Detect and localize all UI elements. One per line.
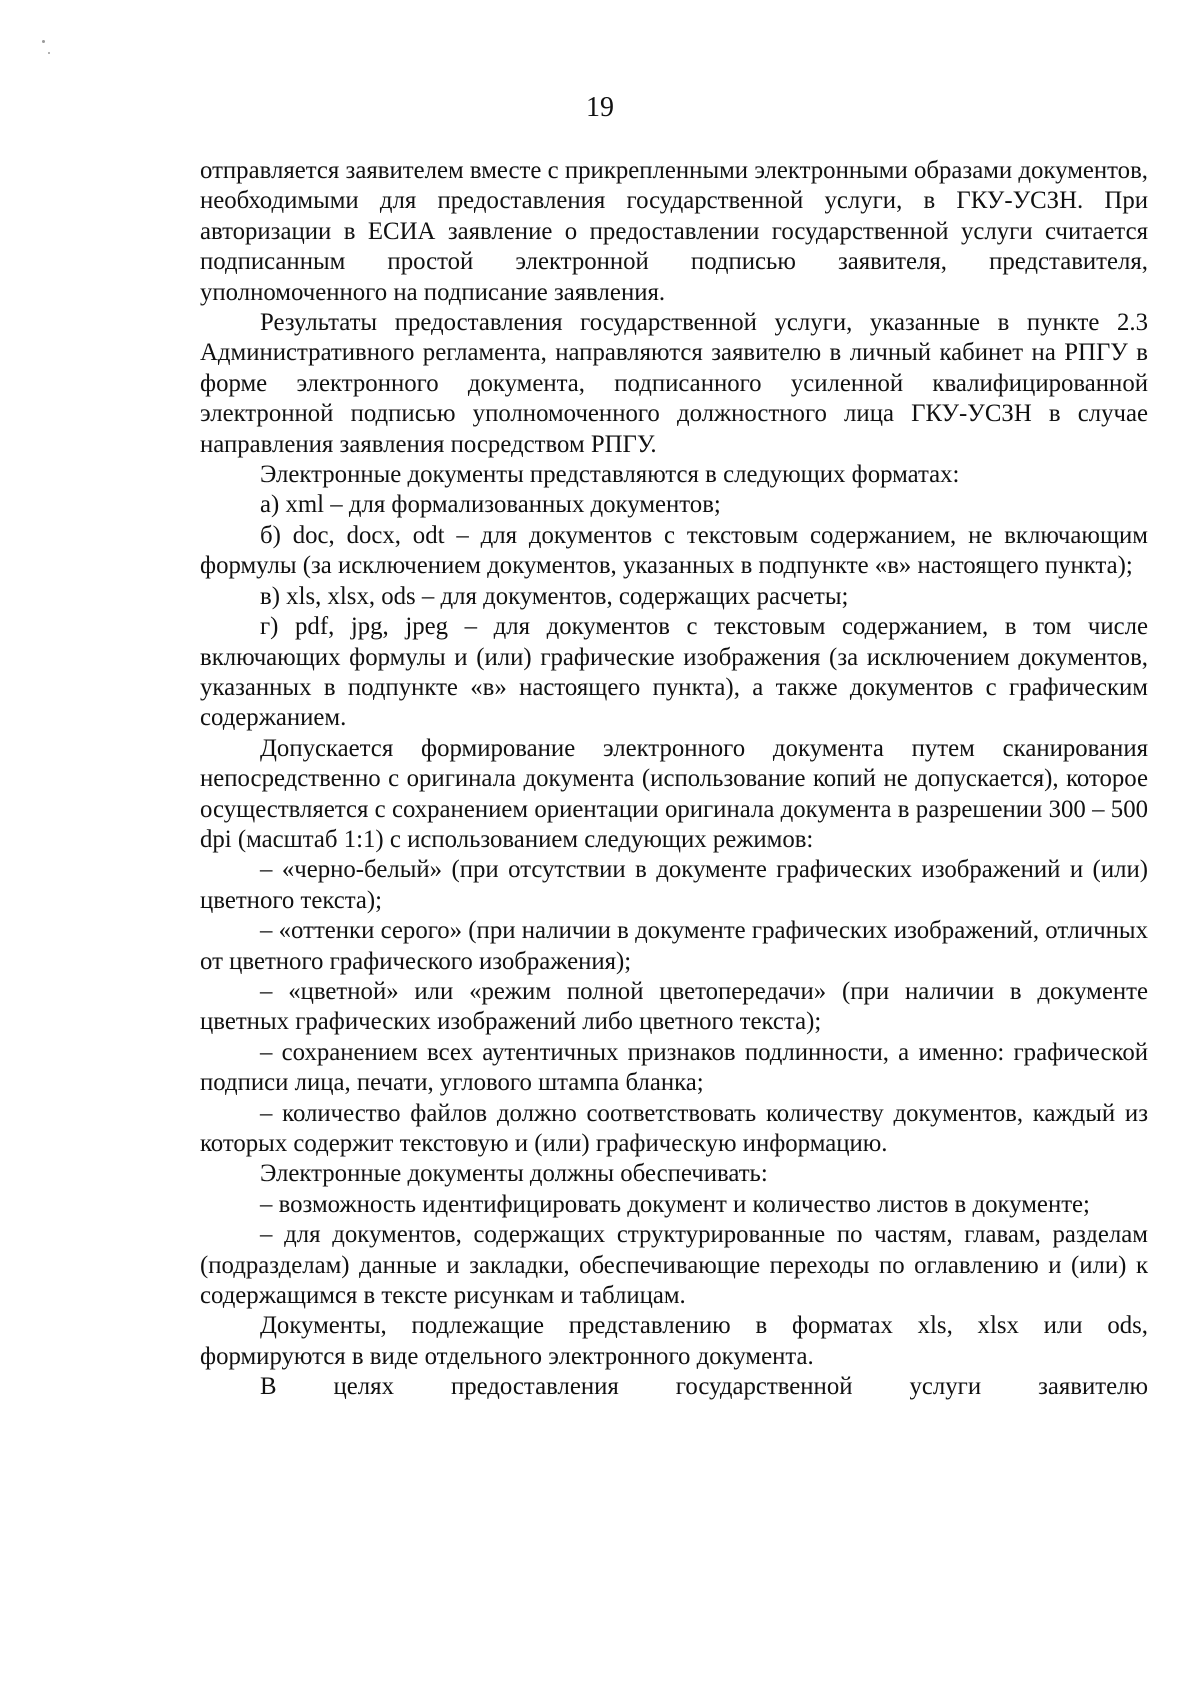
paragraph-continuation: отправляется заявителем вместе с прикрепленными электронными образами документов, необходимыми для предоставления государственной услуги, в ГКУ-УСЗН. При авторизации в ЕСИА заявление о предоставлении государственной услуги считается подписанным простой электронной подписью заявителя, представителя, уполномоченного на подписание заявления. <box>200 157 1148 306</box>
list-item-identify: – возможность идентифицировать документ и количество листов в документе; <box>260 1190 1090 1218</box>
scan-speck <box>42 40 45 43</box>
paragraph-final: В целях предоставления государственной услуги заявителю <box>260 1373 1148 1401</box>
list-item-mode-color: – «цветной» или «режим полной цветопередачи» (при наличии в документе цветных графических изображений либо цветного текста); <box>200 977 1148 1036</box>
list-item-authenticity: – сохранением всех аутентичных признаков подлинности, а именно: графической подписи лица, печати, углового штампа бланка; <box>200 1038 1148 1097</box>
list-item-format-a: а) xml – для формализованных документов; <box>260 491 721 519</box>
paragraph-spreadsheets: Документы, подлежащие представлению в форматах xls, xlsx или ods, формируются в виде отдельного электронного документа. <box>200 1312 1148 1370</box>
paragraph-results: Результаты предоставления государственной услуги, указанные в пункте 2.3 Административного регламента, направляются заявителю в личный кабинет на РПГУ в форме электронного документа, подписанного усиленной квалифицированной электронной подписью уполномоченного должностного лица ГКУ-УСЗН в случае направления заявления посредством РПГУ. <box>200 309 1148 458</box>
document-body <box>200 156 1148 1403</box>
paragraph-scanning: Допускается формирование электронного документа путем сканирования непосредственно с оригинала документа (использование копий не допускается), которое осуществляется с сохранением ориентации оригинала документа в разрешении 300 – 500 dpi (масштаб 1:1) с использованием следующих режимов: <box>200 734 1148 853</box>
page-number: 19 <box>586 92 614 123</box>
list-item-mode-bw: – «черно-белый» (при отсутствии в документе графических изображений и (или) цветного текста); <box>200 856 1148 914</box>
list-item-file-count: – количество файлов должно соответствовать количеству документов, каждый из которых содержит текстовую и (или) графическую информацию. <box>200 1099 1148 1157</box>
list-item-format-v: в) xls, xlsx, ods – для документов, содержащих расчеты; <box>260 582 849 610</box>
list-item-bookmarks: – для документов, содержащих структурированные по частям, главам, разделам (подразделам) данные и закладки, обеспечивающие переходы по оглавлению и (или) к содержащимся в тексте рисункам и таблицам. <box>200 1221 1148 1310</box>
scan-speck <box>48 52 50 54</box>
paragraph-formats-intro: Электронные документы представляются в следующих форматах: <box>260 461 960 489</box>
list-item-mode-grayscale: – «оттенки серого» (при наличии в документе графических изображений, отличных от цветного графического изображения); <box>200 917 1148 975</box>
paragraph-requirements-intro: Электронные документы должны обеспечивать: <box>260 1160 768 1188</box>
list-item-format-b: б) doc, docx, odt – для документов с текстовым содержанием, не включающим формулы (за исключением документов, указанных в подпункте «в» настоящего пункта); <box>200 521 1148 580</box>
list-item-format-g: г) pdf, jpg, jpeg – для документов с текстовым содержанием, в том числе включающих формулы и (или) графические изображения (за исключением документов, указанных в подпункте «в» настоящего пункта), а также документов с графическим содержанием. <box>200 613 1148 732</box>
